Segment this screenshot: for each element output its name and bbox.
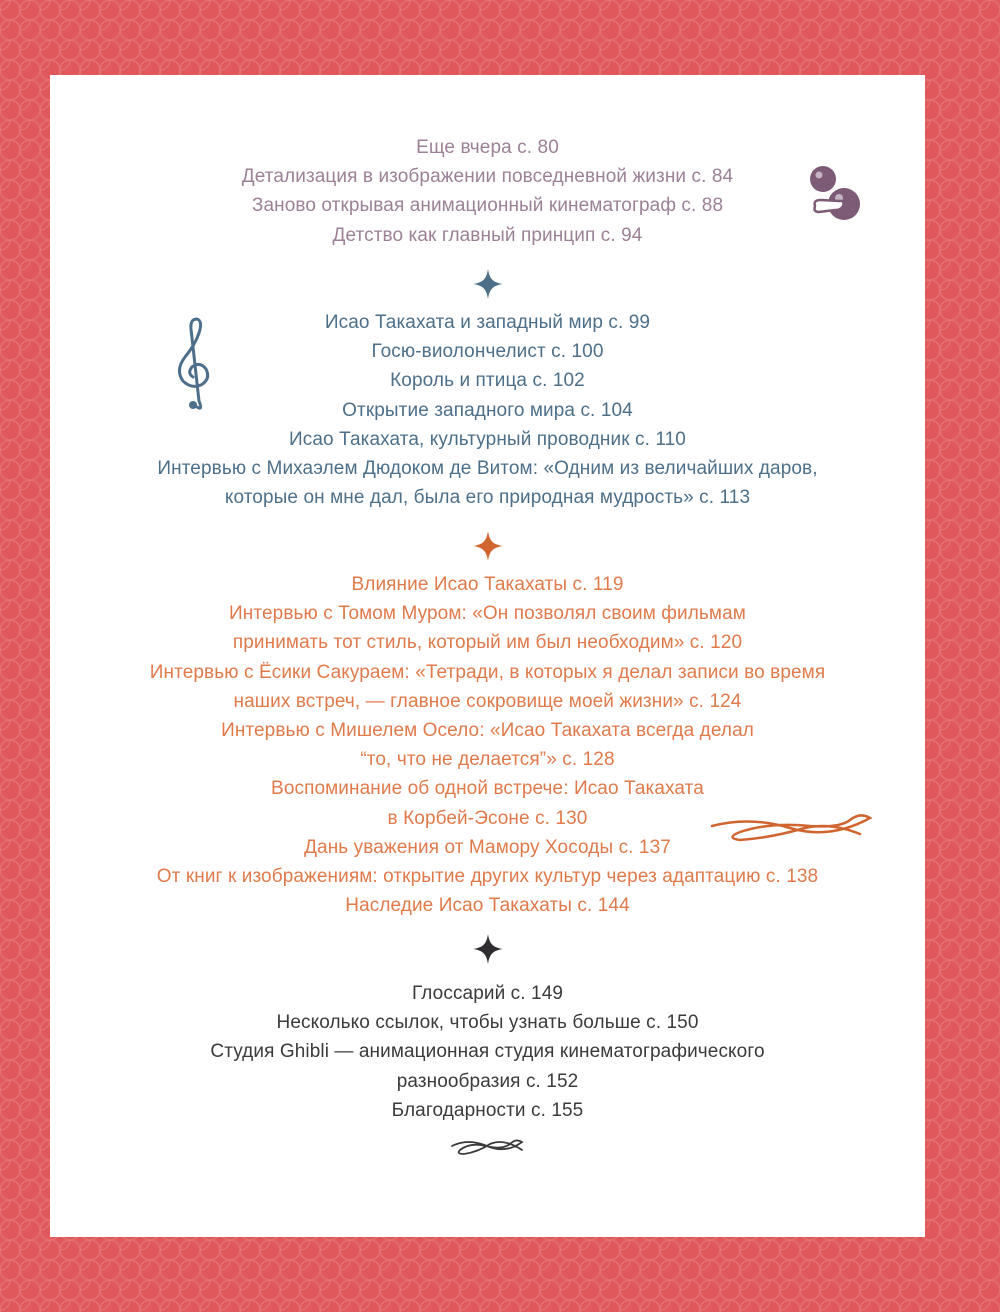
- toc-entry[interactable]: Король и птица с. 102: [390, 370, 585, 392]
- star-diamond-icon: [472, 933, 504, 965]
- toc-section-1: [50, 133, 925, 250]
- toc-entry[interactable]: Интервью с Михаэлем Дюдоком де Витом: «Одним из величайших даров,: [157, 458, 818, 480]
- toc-entry[interactable]: разнообразия с. 152: [396, 1070, 579, 1092]
- toc-entry[interactable]: Студия Ghibli — анимационная студия кинематографического: [210, 1041, 765, 1063]
- flourish-icon: [710, 808, 875, 848]
- toc-entry[interactable]: Глоссарий с. 149: [411, 983, 564, 1004]
- toc-entry[interactable]: Благодарности с. 155: [391, 1099, 584, 1121]
- toc-entry[interactable]: которые он мне дал, была его природная мудрость» с. 113: [224, 487, 751, 509]
- toc-entry[interactable]: Несколько ссылок, чтобы узнать больше с. 150: [276, 1012, 699, 1034]
- knot-icon: [805, 160, 865, 228]
- toc-entry[interactable]: Еще вчера с. 80: [416, 137, 559, 158]
- toc-entry[interactable]: От книг к изображениям: открытие других культур через адаптацию с. 138: [156, 866, 819, 888]
- toc-entry[interactable]: Госю-виолончелист с. 100: [371, 341, 604, 363]
- toc-entry[interactable]: Влияние Исао Такахаты с. 119: [351, 574, 624, 595]
- toc-entry[interactable]: Детство как главный принцип с. 94: [332, 224, 643, 246]
- toc-entry[interactable]: Интервью с Мишелем Осело: «Исао Такахата всегда делал: [221, 720, 754, 742]
- toc-entry[interactable]: наших встреч, — главное сокровище моей жизни» с. 124: [233, 690, 742, 712]
- toc-entry[interactable]: Открытие западного мира с. 104: [342, 399, 633, 421]
- toc-entry[interactable]: Воспоминание об одной встрече: Исао Такахата: [271, 778, 704, 800]
- toc-entry[interactable]: в Корбей-Эсоне с. 130: [387, 807, 588, 829]
- toc-entry[interactable]: Интервью с Томом Муром: «Он позволял своим фильмам: [229, 603, 746, 625]
- star-diamond-icon: [472, 530, 504, 562]
- toc-entry[interactable]: Заново открывая анимационный кинематограф с. 88: [251, 195, 724, 217]
- toc-entry[interactable]: принимать тот стиль, который им был необходим» с. 120: [232, 632, 743, 654]
- star-diamond-icon: [472, 268, 504, 300]
- toc-entry[interactable]: “то, что не делается”» с. 128: [360, 749, 615, 771]
- toc-entry[interactable]: Наследие Исао Такахаты с. 144: [345, 895, 630, 917]
- toc-page: [50, 75, 925, 1237]
- toc-entry[interactable]: Детализация в изображении повседневной жизни с. 84: [241, 166, 734, 188]
- treble-clef-icon: [173, 315, 219, 415]
- toc-entry[interactable]: Исао Такахата, культурный проводник с. 110: [289, 428, 686, 450]
- toc-entry[interactable]: Исао Такахата и западный мир с. 99: [324, 312, 651, 333]
- toc-section-3: [50, 570, 925, 920]
- flourish-small-icon: [450, 1134, 525, 1158]
- toc-entry[interactable]: Дань уважения от Мамору Хосоды с. 137: [304, 836, 671, 858]
- toc-entry[interactable]: Интервью с Ёсики Сакураем: «Тетради, в которых я делал записи во время: [149, 661, 826, 683]
- toc-section-4: [50, 979, 925, 1125]
